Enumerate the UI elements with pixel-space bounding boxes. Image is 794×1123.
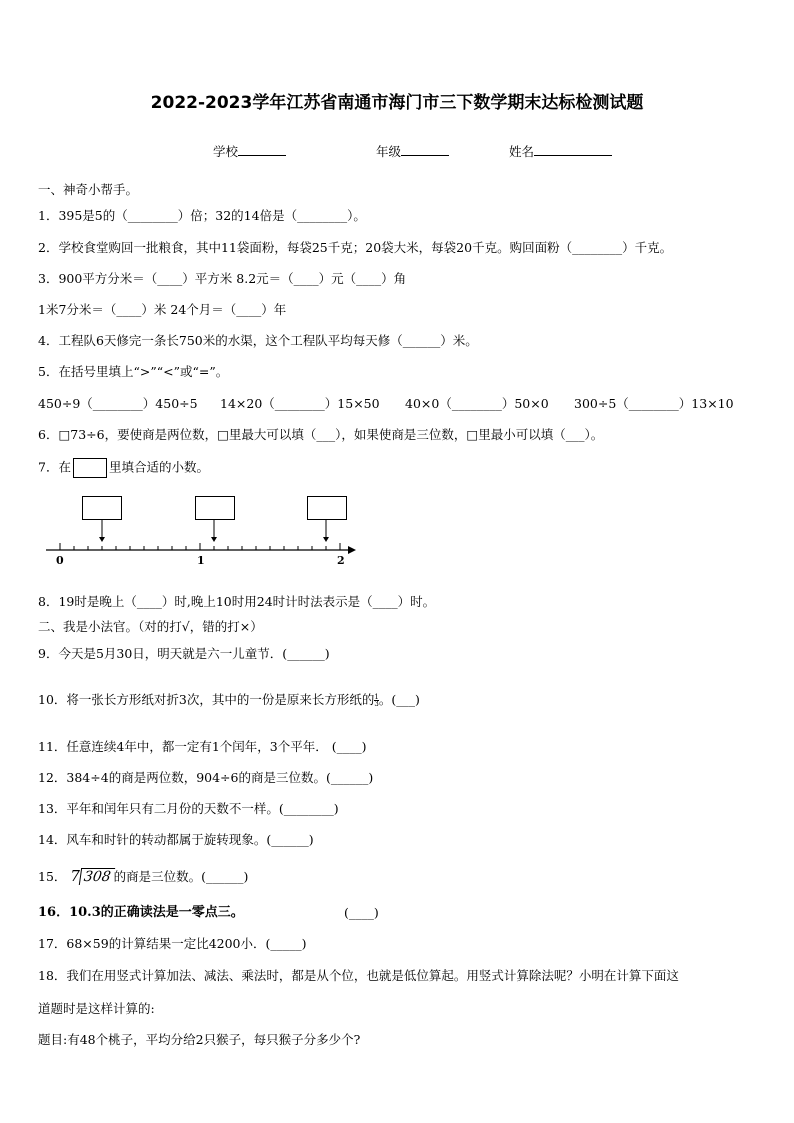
number-line-figure xyxy=(44,494,364,574)
q15-suffix: 的商是三位数。(______) xyxy=(113,869,249,884)
section-1-heading: 一、神奇小帮手。 xyxy=(38,182,139,197)
grade-field xyxy=(376,142,449,160)
number-line-ticks xyxy=(60,543,340,550)
q5-item: 300÷5（________）13×10 xyxy=(574,396,734,411)
question-14: 14．风车和时针的转动都属于旋转现象。(______) xyxy=(38,832,314,847)
question-15 xyxy=(38,868,248,885)
question-11: 11．任意连续4年中，都一定有1个闰年，3个平年． (____) xyxy=(38,739,367,754)
question-5: 5．在括号里填上“>”“<”或“=”。 xyxy=(38,364,229,379)
tick-label: 2 xyxy=(337,554,345,567)
question-4: 4．工程队6天修完一条长750米的水渠，这个工程队平均每天修（______）米。 xyxy=(38,333,478,348)
q7-prefix: 7．在 xyxy=(38,459,71,475)
question-6: 6．□73÷6，要使商是两位数，□里最大可以填（___），如果使商是三位数，□里最小可以填（___）。 xyxy=(38,427,604,442)
name-field xyxy=(509,142,612,160)
dividend: 308 xyxy=(82,869,112,885)
section-2-heading: 二、我是小法官。（对的打√，错的打×） xyxy=(38,619,263,634)
tick-label: 0 xyxy=(56,554,64,567)
question-3-line-2: 1米7分米＝（____）米 24个月＝（____）年 xyxy=(38,302,287,317)
q16-blank: (____) xyxy=(344,905,379,920)
fraction-numerator: 1 xyxy=(374,693,379,701)
q15-label: 15． xyxy=(38,869,67,884)
school-blank[interactable] xyxy=(238,142,286,156)
question-18-line-1: 18．我们在用竖式计算加法、减法、乘法时，都是从个位，也就是低位算起。用竖式计算除法呢？小明在计算下面这 xyxy=(38,968,679,983)
pointer-arrow-icon xyxy=(323,537,329,542)
number-line-answer-box[interactable] xyxy=(195,496,235,520)
question-8: 8．19时是晚上（____）时,晚上10时用24时计时法表示是（____）时。 xyxy=(38,594,436,609)
page-title: 2022-2023学年江苏省南通市海门市三下数学期末达标检测试题 xyxy=(150,93,644,113)
q5-item: 40×0（________）50×0 xyxy=(405,396,549,411)
q5-item: 14×20（________）15×50 xyxy=(220,396,380,411)
pointer-arrow-icon xyxy=(211,537,217,542)
question-2: 2．学校食堂购回一批粮食，其中11袋面粉，每袋25千克；20袋大米，每袋20千克。购回面粉（________）千克。 xyxy=(38,240,673,255)
arrow-head-icon xyxy=(348,546,356,554)
q5-item: 450÷9（________）450÷5 xyxy=(38,396,198,411)
fraction-denominator: 3 xyxy=(374,700,379,708)
number-line-pointers xyxy=(99,520,329,542)
question-13: 13．平年和闰年只有二月份的天数不一样。(________) xyxy=(38,801,339,816)
divisor: 7 xyxy=(70,867,80,885)
grade-label: 年级 xyxy=(376,144,402,159)
question-10 xyxy=(38,692,420,708)
school-label: 学校 xyxy=(213,144,239,159)
tick-label: 1 xyxy=(197,554,205,567)
school-field xyxy=(213,142,286,160)
number-line-answer-box[interactable] xyxy=(82,496,122,520)
answer-box[interactable] xyxy=(73,458,107,478)
q7-suffix: 里填合适的小数。 xyxy=(108,459,209,475)
long-division-bracket xyxy=(79,868,115,885)
question-18-line-2: 道题时是这样计算的: xyxy=(38,1001,155,1016)
question-1: 1．395是5的（________）倍；32的14倍是（________）。 xyxy=(38,208,366,223)
question-12: 12．384÷4的商是两位数，904÷6的商是三位数。(______) xyxy=(38,770,374,785)
number-line-answer-box[interactable] xyxy=(307,496,347,520)
pointer-arrow-icon xyxy=(99,537,105,542)
question-17: 17．68×59的计算结果一定比4200小．(_____) xyxy=(38,936,307,951)
question-16: 16．10.3的正确读法是一零点三。 xyxy=(38,905,244,920)
name-label: 姓名 xyxy=(509,144,535,159)
question-18-line-3: 题目:有48个桃子，平均分给2只猴子，每只猴子分多少个? xyxy=(38,1032,361,1047)
question-9: 9．今天是5月30日，明天就是六一儿童节．(______) xyxy=(38,646,330,661)
question-7 xyxy=(38,458,209,478)
name-blank[interactable] xyxy=(534,142,612,156)
grade-blank[interactable] xyxy=(401,142,449,156)
q10-suffix: 。(___) xyxy=(378,692,420,707)
question-3-line-1: 3．900平方分米＝（____）平方米 8.2元＝（____）元（____）角 xyxy=(38,271,407,286)
q10-prefix: 10．将一张长方形纸对折3次，其中的一份是原来长方形纸的 xyxy=(38,692,375,707)
